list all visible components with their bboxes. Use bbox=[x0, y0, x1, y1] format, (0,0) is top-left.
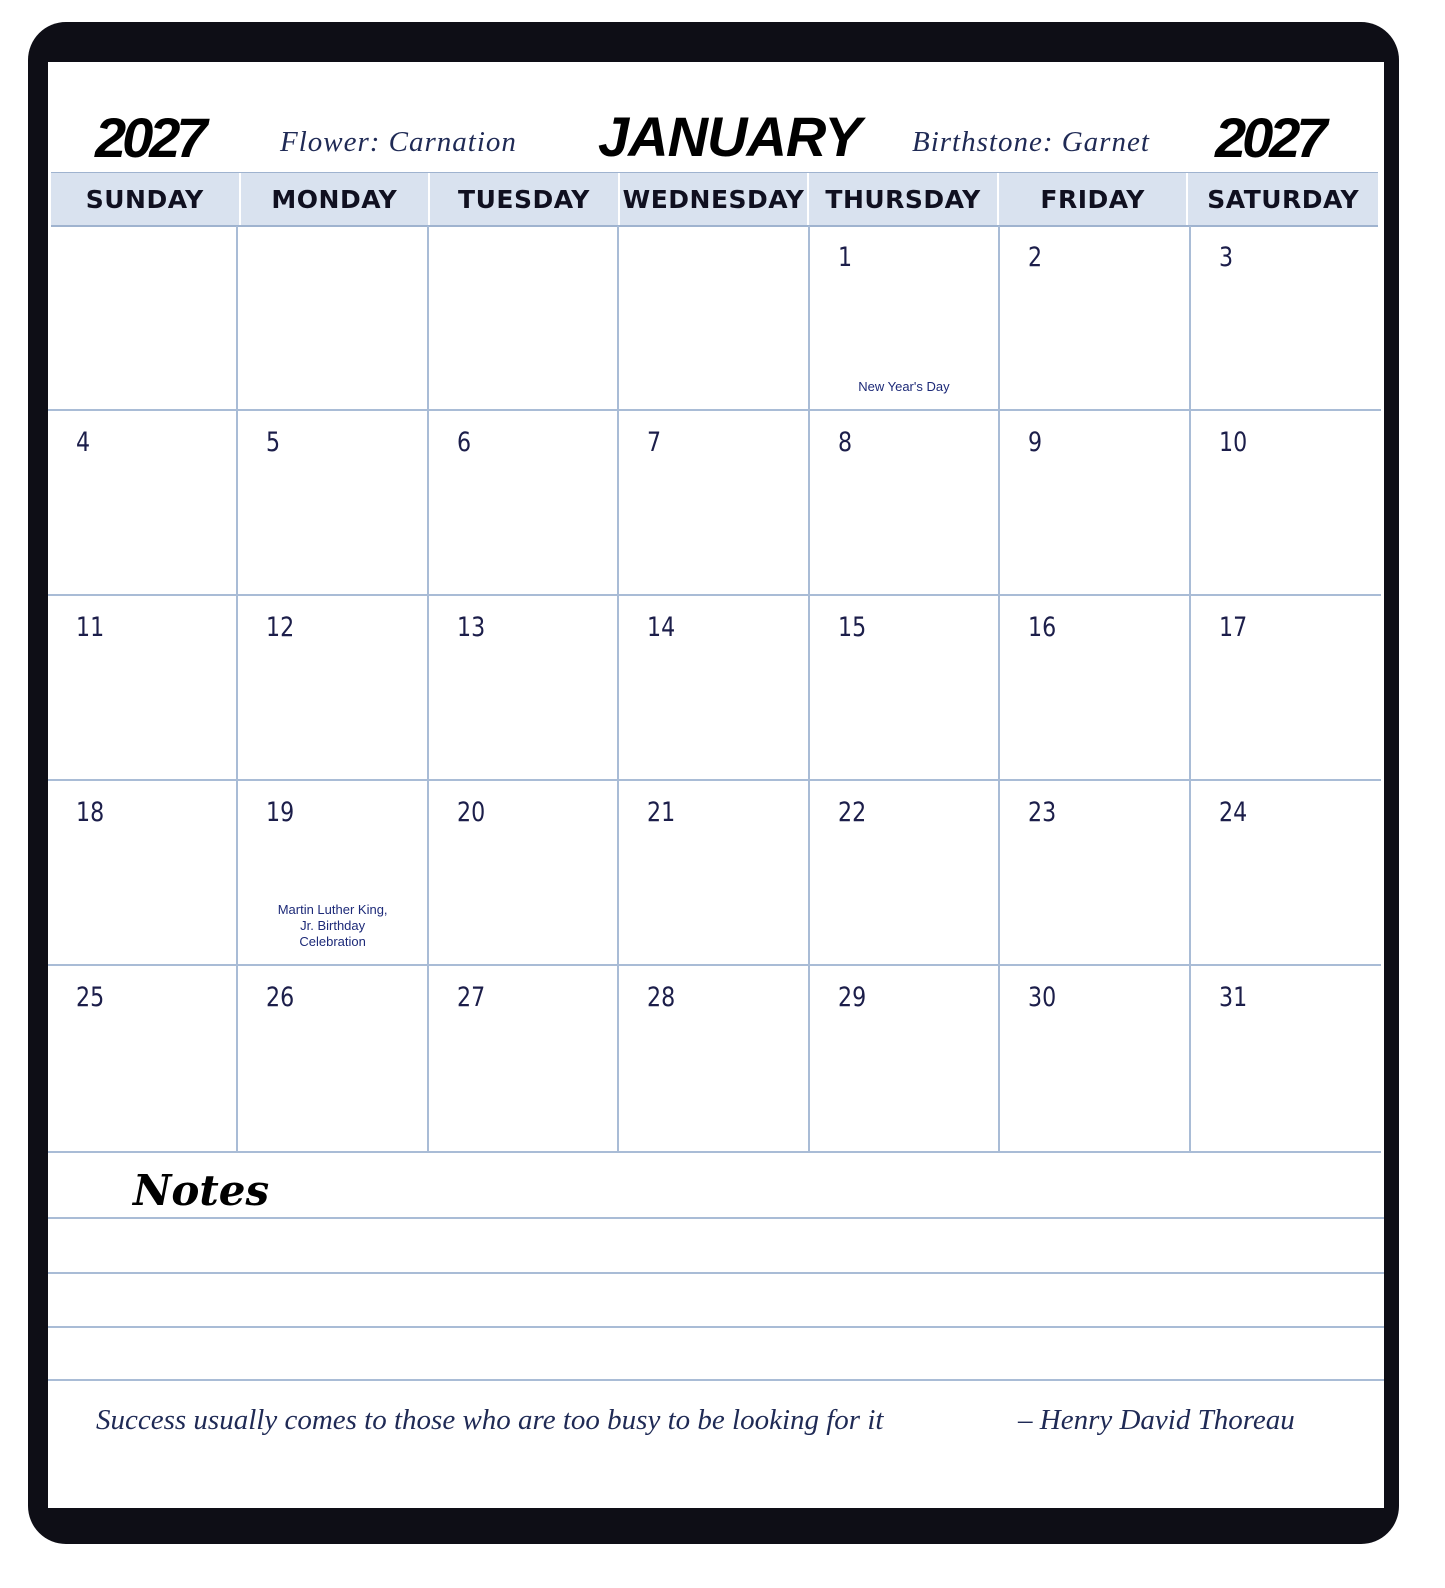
day-cell-29[interactable] bbox=[810, 966, 1000, 1151]
day-cell-28[interactable] bbox=[619, 966, 809, 1151]
day-cell-1[interactable] bbox=[810, 226, 1000, 411]
day-cell-10[interactable] bbox=[1191, 411, 1381, 596]
day-cell-11[interactable] bbox=[48, 596, 238, 781]
day-number: 8 bbox=[837, 427, 852, 458]
weekday-saturday: SATURDAY bbox=[1207, 184, 1360, 214]
day-number: 26 bbox=[266, 982, 295, 1013]
day-number: 24 bbox=[1218, 797, 1247, 828]
day-cell-25[interactable] bbox=[48, 966, 238, 1151]
day-number: 29 bbox=[837, 982, 866, 1013]
day-number: 5 bbox=[266, 427, 281, 458]
day-cell-23[interactable] bbox=[1000, 781, 1190, 966]
holiday-label: Martin Luther King, Jr. Birthday Celebration bbox=[277, 902, 388, 949]
empty-day-cell bbox=[619, 226, 809, 411]
day-cell-16[interactable] bbox=[1000, 596, 1190, 781]
day-number: 18 bbox=[76, 797, 105, 828]
day-number: 1 bbox=[837, 242, 852, 273]
day-number: 2 bbox=[1028, 242, 1043, 273]
notes-line bbox=[48, 1379, 1384, 1381]
day-number: 7 bbox=[647, 427, 662, 458]
calendar-header bbox=[48, 102, 1384, 172]
weekday-tuesday: TUESDAY bbox=[430, 173, 620, 225]
day-cell-17[interactable] bbox=[1191, 596, 1381, 781]
quote-author: – Henry David Thoreau bbox=[1018, 1404, 1295, 1436]
year-left: 2027 bbox=[95, 106, 204, 169]
weekday-wednesday: WEDNESDAY bbox=[620, 173, 810, 225]
day-cell-2[interactable] bbox=[1000, 226, 1190, 411]
day-cell-15[interactable] bbox=[810, 596, 1000, 781]
birthstone-of-month: Birthstone: Garnet bbox=[912, 126, 1150, 158]
day-number: 10 bbox=[1218, 427, 1247, 458]
day-number: 28 bbox=[647, 982, 676, 1013]
day-number: 30 bbox=[1028, 982, 1057, 1013]
notes-line bbox=[48, 1217, 1384, 1219]
day-number: 22 bbox=[837, 797, 866, 828]
day-cell-27[interactable] bbox=[429, 966, 619, 1151]
day-cell-14[interactable] bbox=[619, 596, 809, 781]
month-title: JANUARY bbox=[598, 105, 861, 168]
weekday-monday: MONDAY bbox=[241, 173, 431, 225]
day-cell-5[interactable] bbox=[238, 411, 428, 596]
notes-line bbox=[48, 1326, 1384, 1328]
day-cell-18[interactable] bbox=[48, 781, 238, 966]
day-number: 25 bbox=[76, 982, 105, 1013]
empty-day-cell bbox=[48, 226, 238, 411]
holiday-label: New Year's Day bbox=[858, 379, 950, 394]
day-number: 12 bbox=[266, 612, 295, 643]
weekday-header-row bbox=[51, 172, 1378, 227]
day-cell-8[interactable] bbox=[810, 411, 1000, 596]
day-cell-7[interactable] bbox=[619, 411, 809, 596]
flower-of-month: Flower: Carnation bbox=[280, 126, 517, 158]
empty-day-cell bbox=[238, 226, 428, 411]
day-cell-6[interactable] bbox=[429, 411, 619, 596]
year-right: 2027 bbox=[1215, 106, 1324, 169]
weekday-thursday: THURSDAY bbox=[809, 173, 999, 225]
day-cell-9[interactable] bbox=[1000, 411, 1190, 596]
day-number: 3 bbox=[1218, 242, 1233, 273]
day-number: 19 bbox=[266, 797, 295, 828]
quote-text: Success usually comes to those who are too busy to be looking for it bbox=[96, 1404, 884, 1436]
day-number: 11 bbox=[76, 612, 105, 643]
notes-title: Notes bbox=[133, 1166, 270, 1215]
day-cell-13[interactable] bbox=[429, 596, 619, 781]
notes-line bbox=[48, 1272, 1384, 1274]
day-number: 23 bbox=[1028, 797, 1057, 828]
day-number: 9 bbox=[1028, 427, 1043, 458]
day-cell-30[interactable] bbox=[1000, 966, 1190, 1151]
day-number: 6 bbox=[456, 427, 471, 458]
day-number: 20 bbox=[456, 797, 486, 828]
day-cell-31[interactable] bbox=[1191, 966, 1381, 1151]
day-cell-19[interactable] bbox=[238, 781, 428, 966]
day-cell-4[interactable] bbox=[48, 411, 238, 596]
day-number: 21 bbox=[647, 797, 676, 828]
day-cell-20[interactable] bbox=[429, 781, 619, 966]
day-cell-26[interactable] bbox=[238, 966, 428, 1151]
day-cell-3[interactable] bbox=[1191, 226, 1381, 411]
day-cell-24[interactable] bbox=[1191, 781, 1381, 966]
empty-day-cell bbox=[429, 226, 619, 411]
calendar-page bbox=[48, 62, 1384, 1508]
day-number: 31 bbox=[1218, 982, 1247, 1013]
day-number: 16 bbox=[1028, 612, 1057, 643]
day-number: 4 bbox=[76, 427, 91, 458]
day-number: 27 bbox=[456, 982, 486, 1013]
day-number: 14 bbox=[647, 612, 676, 643]
weekday-friday: FRIDAY bbox=[999, 173, 1189, 225]
weekday-sunday: SUNDAY bbox=[51, 173, 241, 225]
month-grid bbox=[48, 226, 1381, 1153]
day-cell-22[interactable] bbox=[810, 781, 1000, 966]
day-number: 15 bbox=[837, 612, 866, 643]
day-number: 17 bbox=[1218, 612, 1247, 643]
day-cell-21[interactable] bbox=[619, 781, 809, 966]
day-cell-12[interactable] bbox=[238, 596, 428, 781]
day-number: 13 bbox=[456, 612, 486, 643]
